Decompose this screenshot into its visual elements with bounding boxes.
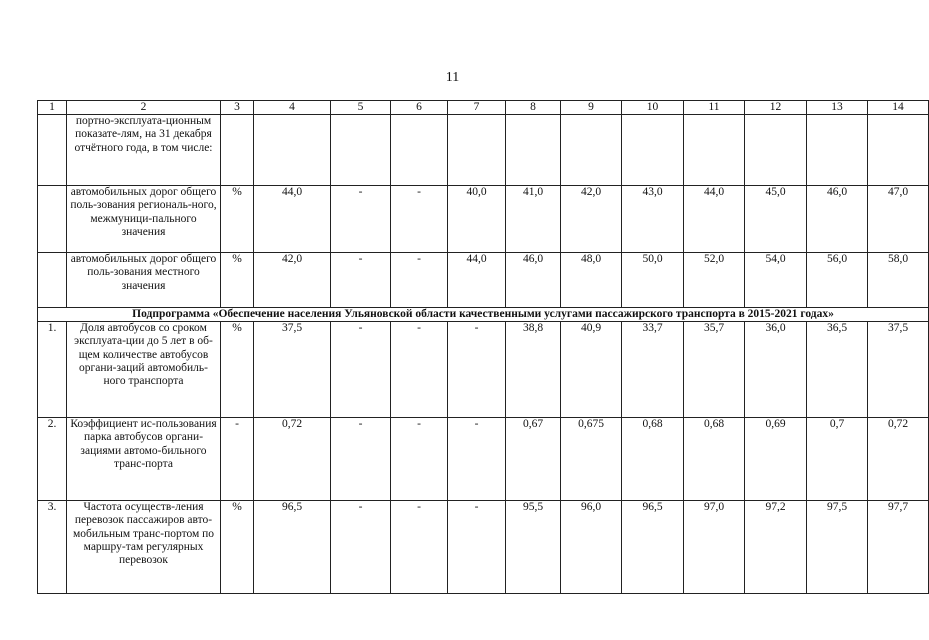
header-cell: 6 xyxy=(391,101,448,115)
header-cell: 8 xyxy=(506,101,561,115)
value-cell: 97,7 xyxy=(868,501,929,594)
value-cell: 44,0 xyxy=(254,186,331,253)
table-row xyxy=(38,186,929,253)
value-cell: 97,0 xyxy=(684,501,745,594)
value-cell: 40,0 xyxy=(448,186,506,253)
value-cell: - xyxy=(391,253,448,308)
table-row xyxy=(38,253,929,308)
value-cell: 0,7 xyxy=(807,418,868,501)
value-cell: - xyxy=(391,322,448,418)
value-cell: - xyxy=(331,501,391,594)
value-cell: 40,9 xyxy=(561,322,622,418)
index-cell xyxy=(38,115,67,186)
value-cell: 41,0 xyxy=(506,186,561,253)
value-cell: 0,68 xyxy=(622,418,684,501)
table-row xyxy=(38,115,929,186)
value-cell: 46,0 xyxy=(807,186,868,253)
header-cell: 9 xyxy=(561,101,622,115)
value-cell: - xyxy=(331,418,391,501)
value-cell: 36,5 xyxy=(807,322,868,418)
value-cell: 97,2 xyxy=(745,501,807,594)
header-cell: 10 xyxy=(622,101,684,115)
value-cell: 0,72 xyxy=(254,418,331,501)
table-row xyxy=(38,418,929,501)
indicators-table xyxy=(37,100,929,594)
value-cell: 95,5 xyxy=(506,501,561,594)
page-number: 11 xyxy=(445,70,460,85)
value-cell xyxy=(331,115,391,186)
index-cell xyxy=(38,253,67,308)
value-cell: 37,5 xyxy=(254,322,331,418)
header-cell: 3 xyxy=(221,101,254,115)
value-cell: - xyxy=(391,501,448,594)
description-cell: портно-эксплуата-ционным показате-лям, на 31 декабря отчётного года, в том числе: xyxy=(67,115,221,186)
value-cell: - xyxy=(391,418,448,501)
value-cell: 56,0 xyxy=(807,253,868,308)
value-cell: - xyxy=(331,186,391,253)
value-cell: 97,5 xyxy=(807,501,868,594)
unit-cell: % xyxy=(221,322,254,418)
value-cell: - xyxy=(391,186,448,253)
unit-cell xyxy=(221,115,254,186)
value-cell: 42,0 xyxy=(254,253,331,308)
value-cell: - xyxy=(331,253,391,308)
value-cell: 0,67 xyxy=(506,418,561,501)
value-cell: 58,0 xyxy=(868,253,929,308)
header-cell: 2 xyxy=(67,101,221,115)
value-cell xyxy=(561,115,622,186)
value-cell xyxy=(745,115,807,186)
subprogram-row xyxy=(38,308,929,322)
value-cell: - xyxy=(448,418,506,501)
description-cell: автомобильных дорог общего поль-зования региональ-ного, межмуници-пального значения xyxy=(67,186,221,253)
value-cell: 35,7 xyxy=(684,322,745,418)
index-cell: 3. xyxy=(38,501,67,594)
value-cell: 0,69 xyxy=(745,418,807,501)
header-cell: 5 xyxy=(331,101,391,115)
value-cell: 43,0 xyxy=(622,186,684,253)
index-cell xyxy=(38,186,67,253)
header-cell: 12 xyxy=(745,101,807,115)
value-cell: 50,0 xyxy=(622,253,684,308)
value-cell: 48,0 xyxy=(561,253,622,308)
value-cell xyxy=(622,115,684,186)
subprogram-heading: Подпрограмма «Обеспечение населения Ульяновской области качественными услугами пассажирского транспорта в 2015-2021 годах» xyxy=(38,308,929,322)
header-cell: 4 xyxy=(254,101,331,115)
value-cell xyxy=(391,115,448,186)
value-cell: 52,0 xyxy=(684,253,745,308)
header-cell: 13 xyxy=(807,101,868,115)
value-cell: 33,7 xyxy=(622,322,684,418)
value-cell: 96,5 xyxy=(254,501,331,594)
description-cell: автомобильных дорог общего поль-зования местного значения xyxy=(67,253,221,308)
value-cell: 44,0 xyxy=(684,186,745,253)
value-cell xyxy=(448,115,506,186)
value-cell: - xyxy=(331,322,391,418)
value-cell xyxy=(868,115,929,186)
value-cell: - xyxy=(448,322,506,418)
description-cell: Коэффициент ис-пользования парка автобусов органи-зациями автомо-бильного транс-порта xyxy=(67,418,221,501)
header-cell: 1 xyxy=(38,101,67,115)
value-cell: 36,0 xyxy=(745,322,807,418)
unit-cell: % xyxy=(221,253,254,308)
value-cell: 54,0 xyxy=(745,253,807,308)
header-row xyxy=(38,101,929,115)
value-cell: 45,0 xyxy=(745,186,807,253)
header-cell: 11 xyxy=(684,101,745,115)
unit-cell: % xyxy=(221,186,254,253)
value-cell xyxy=(254,115,331,186)
value-cell: 0,675 xyxy=(561,418,622,501)
value-cell: 0,68 xyxy=(684,418,745,501)
value-cell xyxy=(807,115,868,186)
value-cell: 0,72 xyxy=(868,418,929,501)
value-cell: 44,0 xyxy=(448,253,506,308)
value-cell: - xyxy=(448,501,506,594)
value-cell: 37,5 xyxy=(868,322,929,418)
value-cell: 46,0 xyxy=(506,253,561,308)
value-cell: 47,0 xyxy=(868,186,929,253)
value-cell: 38,8 xyxy=(506,322,561,418)
value-cell: 96,0 xyxy=(561,501,622,594)
value-cell: 42,0 xyxy=(561,186,622,253)
header-cell: 7 xyxy=(448,101,506,115)
value-cell xyxy=(684,115,745,186)
unit-cell: % xyxy=(221,501,254,594)
unit-cell: - xyxy=(221,418,254,501)
table-row xyxy=(38,322,929,418)
value-cell xyxy=(506,115,561,186)
header-cell: 14 xyxy=(868,101,929,115)
table-row xyxy=(38,501,929,594)
index-cell: 2. xyxy=(38,418,67,501)
value-cell: 96,5 xyxy=(622,501,684,594)
index-cell: 1. xyxy=(38,322,67,418)
description-cell: Частота осуществ-ления перевозок пассажиров авто-мобильным транс-портом по маршру-там регулярных перевозок xyxy=(67,501,221,594)
description-cell: Доля автобусов со сроком эксплуата-ции до 5 лет в об-щем количестве автобусов органи-заций автомобиль-ного транспорта xyxy=(67,322,221,418)
